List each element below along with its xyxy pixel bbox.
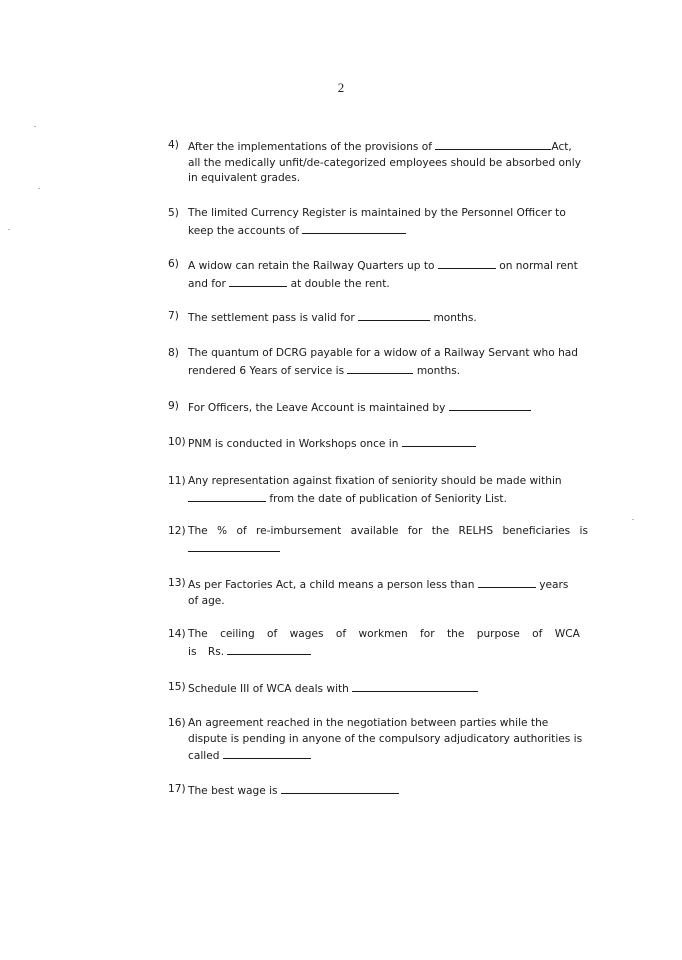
question-number: 8) [168,347,179,359]
question-number: 15) [168,681,186,693]
question-text: on normal rent [499,260,578,272]
question-10 [168,435,588,453]
question-text: years [539,579,569,591]
question-text: Act, [551,141,572,153]
question-text: A widow can retain the Railway Quarters up to [188,260,435,272]
question-text: The % of re-imbursement available for the RELHS beneficiaries is [188,525,588,537]
answer-blank[interactable] [438,257,496,269]
question-number: 16) [168,717,186,729]
question-text: is Rs. [188,645,225,658]
question-text: PNM is conducted in Workshops once in [188,438,399,450]
answer-blank[interactable] [402,435,476,447]
question-text: and for [188,277,226,290]
answer-blank[interactable] [223,747,311,759]
question-15 [168,680,588,698]
scan-speck [34,126,36,127]
question-text: from the date of publication of Seniority List. [269,492,507,505]
question-number: 12) [168,525,186,537]
question-text: months. [416,364,461,377]
question-text: The limited Currency Register is maintained by the Personnel Officer to [188,207,566,219]
question-4 [168,138,588,187]
answer-blank[interactable] [449,399,531,411]
question-text: keep the accounts of [188,224,299,237]
answer-blank[interactable] [478,576,536,588]
answer-blank[interactable] [281,782,399,794]
question-text: An agreement reached in the negotiation between parties while the [188,717,549,729]
question-number: 9) [168,400,179,412]
question-12 [168,524,588,557]
question-text: The settlement pass is valid for [188,312,355,324]
question-text: rendered 6 Years of service is [188,364,345,377]
question-text: As per Factories Act, a child means a person less than [188,579,475,591]
page-number: 2 [337,80,345,95]
answer-blank[interactable] [188,540,280,552]
question-number: 11) [168,475,186,487]
question-number: 5) [168,207,179,219]
question-number: 10) [168,436,186,448]
question-text: The ceiling of wages of workmen for the purpose of WCA [188,628,580,640]
answer-blank[interactable] [352,680,478,692]
question-number: 6) [168,258,179,270]
answer-blank[interactable] [227,643,311,655]
question-7 [168,309,588,327]
question-5 [168,206,588,239]
answer-blank[interactable] [302,222,406,234]
question-13 [168,576,588,609]
question-text: After the implementations of the provisions of [188,141,433,153]
question-8 [168,346,588,379]
answer-blank[interactable] [358,309,430,321]
question-text: For Officers, the Leave Account is maintained by [188,402,446,414]
question-text: The best wage is [188,785,278,797]
question-text: called [188,750,220,762]
question-text: all the medically unfit/de-categorized employees should be absorbed only [188,156,581,169]
question-9 [168,399,588,417]
answer-blank[interactable] [188,490,266,502]
answer-blank[interactable] [435,138,551,150]
question-16 [168,716,588,765]
scan-speck [38,188,40,189]
question-text: months. [433,312,477,324]
question-number: 17) [168,783,186,795]
answer-blank[interactable] [347,362,413,374]
answer-blank[interactable] [229,275,287,287]
question-text: The quantum of DCRG payable for a widow of a Railway Servant who had [188,347,578,359]
question-14 [168,627,588,660]
question-text: Schedule III of WCA deals with [188,683,349,695]
scan-speck [8,229,10,230]
question-17 [168,782,588,800]
question-text: Any representation against fixation of seniority should be made within [188,475,562,487]
question-text: dispute is pending in anyone of the compulsory adjudicatory authorities is [188,732,583,745]
question-text: in equivalent grades. [188,172,301,184]
question-number: 4) [168,139,179,151]
question-6 [168,257,588,292]
scan-speck [632,519,634,520]
question-number: 7) [168,310,179,322]
question-number: 13) [168,577,186,589]
question-number: 14) [168,628,186,640]
question-11 [168,474,588,507]
question-text: of age. [188,594,225,607]
question-text: at double the rent. [290,277,390,290]
